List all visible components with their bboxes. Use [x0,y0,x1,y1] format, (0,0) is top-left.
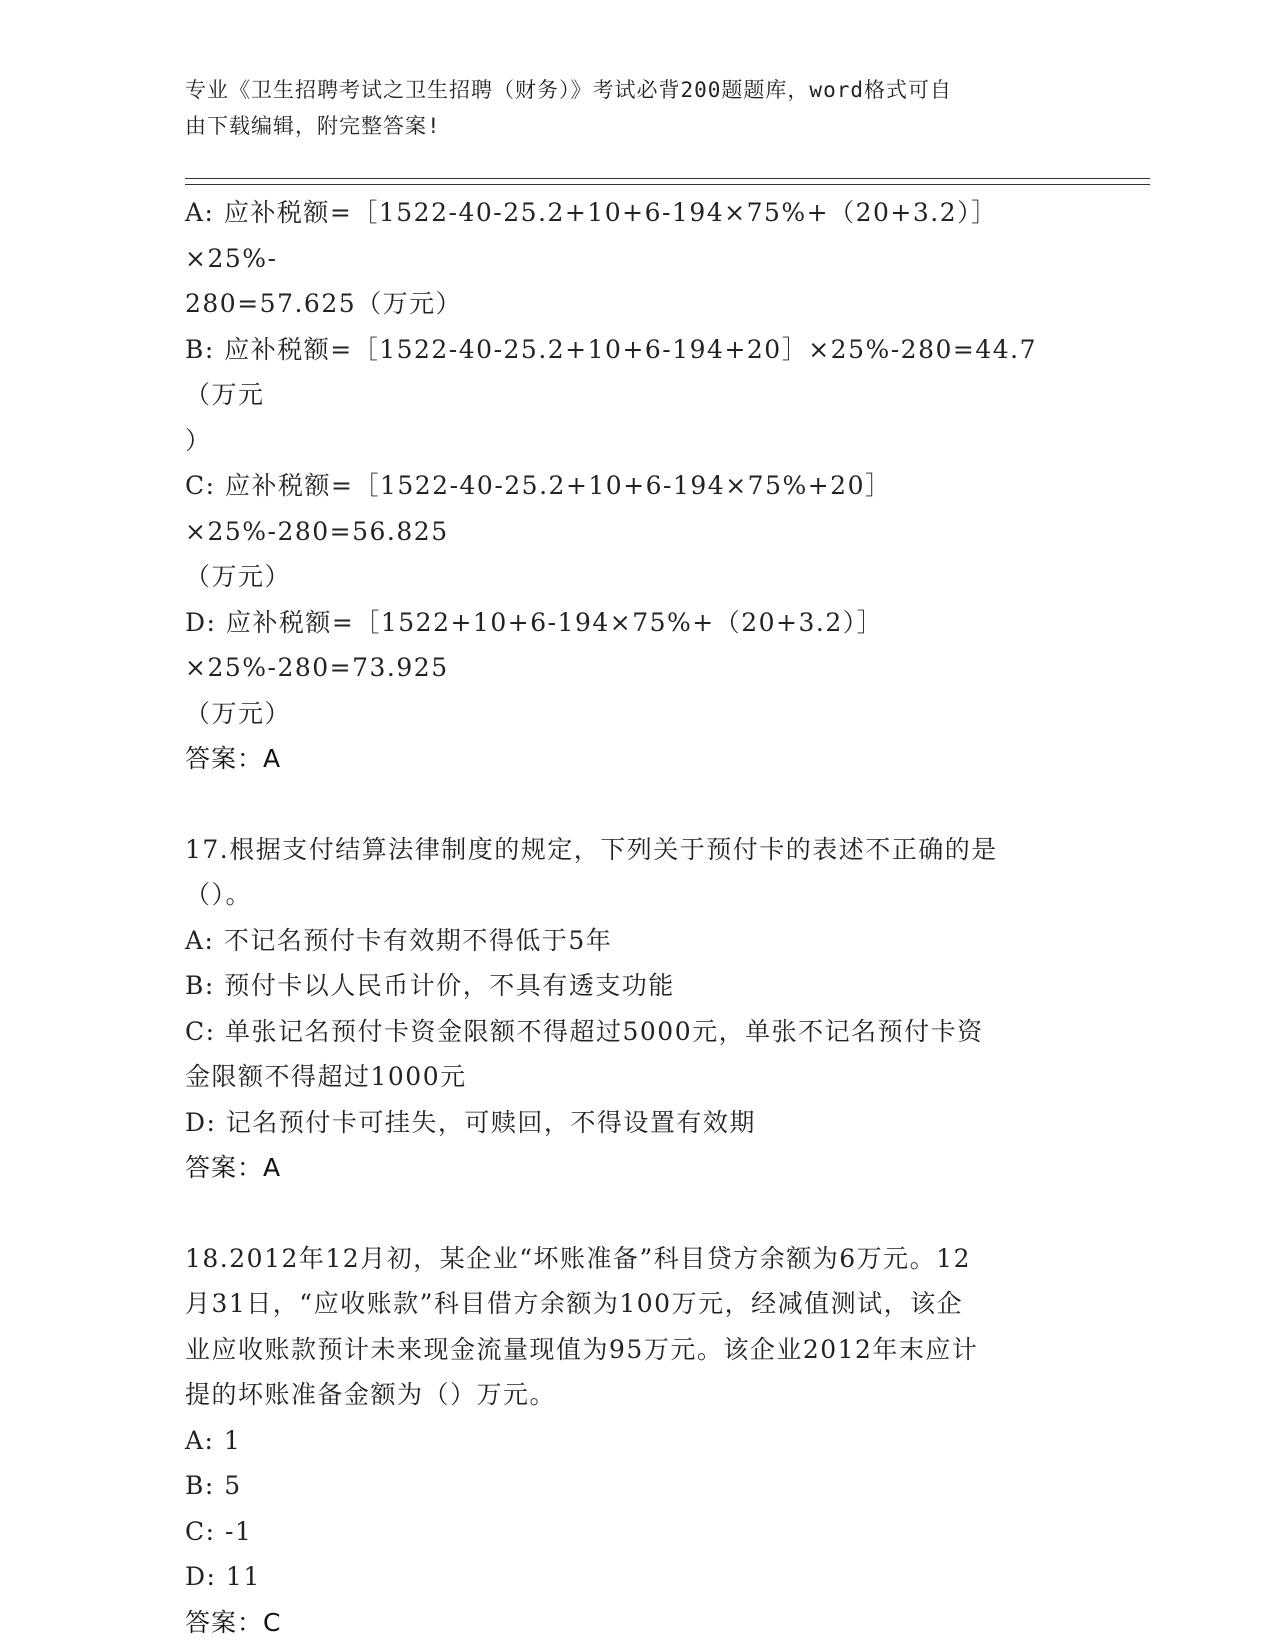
option-d: D: 记名预付卡可挂失，可赎回，不得设置有效期 [185,1107,756,1137]
option-b: B: 预付卡以人民币计价，不具有透支功能 [185,971,675,1000]
question-17-stem-line-1: 17.根据支付结算法律制度的规定，下列关于预付卡的表述不正确的是 [185,834,998,864]
header-rule-bottom [185,184,1150,185]
option-c-line-1: C: 应补税额=［1522-40-25.2+10+6-194×75%+20］×25%-280=56.825 [185,471,892,546]
option-d: D: 11 [185,1562,261,1591]
question-16-options [185,190,1065,782]
option-c-line-2: 金限额不得超过1000元 [185,1062,467,1091]
question-18-stem-line-1: 18.2012年12月初，某企业“坏账准备”科目贷方余额为6万元。12 [185,1243,971,1273]
question-18-stem-line-4: 提的坏账准备金额为（）万元。 [185,1380,557,1409]
option-a: A: 不记名预付卡有效期不得低于5年 [185,925,613,955]
option-c-line-1: C: 单张记名预付卡资金限额不得超过5000元，单张不记名预付卡资 [185,1016,984,1046]
option-d-line-1: D: 应补税额=［1522+10+6-194×75%+（20+3.2）］×25%-280=73.925 [185,607,884,682]
answer-16: 答案：A [185,744,282,773]
option-a-line-2: 280=57.625（万元） [185,289,463,318]
option-a-line-1: A: 应补税额=［1522-40-25.2+10+6-194×75%+（20+3.2）］×25%- [185,198,998,273]
spacer [185,1191,1065,1236]
option-a: A: 1 [185,1425,242,1455]
option-c: C: -1 [185,1516,253,1546]
question-18-stem-line-3: 业应收账款预计未来现金流量现值为95万元。该企业2012年末应计 [185,1334,979,1364]
option-b: B: 5 [185,1471,242,1500]
document-body [185,190,1065,1645]
answer-18: 答案：C [185,1607,282,1637]
header-line-1: 专业《卫生招聘考试之卫生招聘（财务）》考试必背200题题库，word格式可自 [185,78,952,102]
header-rule-top [185,178,1150,179]
question-17 [185,827,1065,1191]
spacer [185,782,1065,827]
option-d-line-2: （万元） [185,698,292,728]
option-b-line-2: ） [185,425,212,455]
question-18-stem-line-2: 月31日，“应收账款”科目借方余额为100万元，经减值测试，该企 [185,1289,964,1318]
option-c-line-2: （万元） [185,562,292,591]
question-17-stem-line-2: （）。 [185,880,253,909]
page-header [185,72,1065,144]
question-18 [185,1236,1065,1646]
header-line-2: 由下载编辑，附完整答案! [185,114,441,138]
option-b-line-1: B: 应补税额=［1522-40-25.2+10+6-194+20］×25%-280=44.7（万元 [185,334,1038,409]
answer-17: 答案：A [185,1153,282,1182]
